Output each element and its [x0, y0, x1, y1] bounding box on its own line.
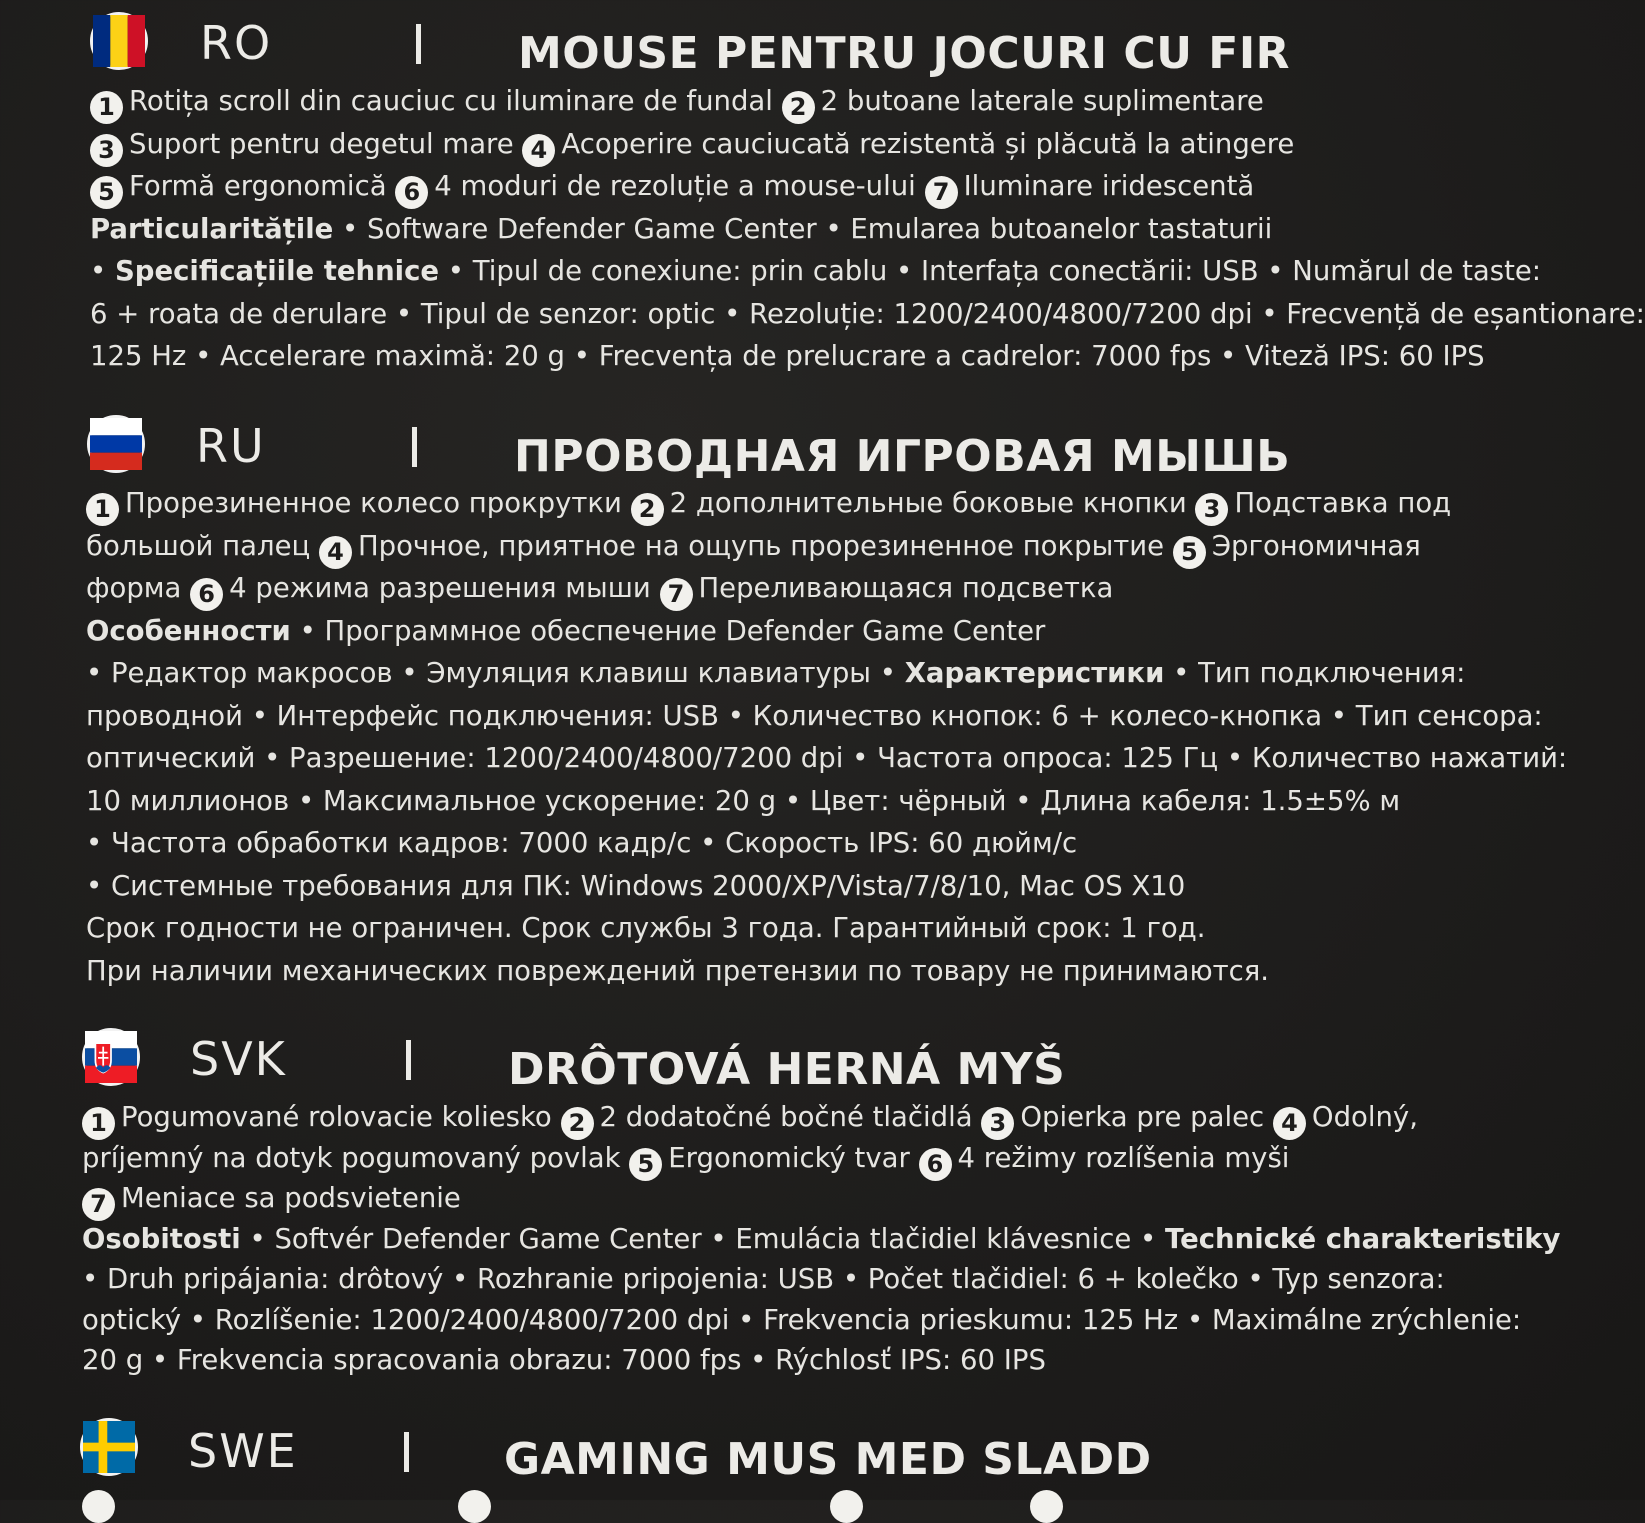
sweden-flag-icon — [80, 1418, 138, 1476]
bold-label: Характеристики — [904, 657, 1165, 689]
romania-flag-graphic — [93, 15, 145, 67]
text-line — [86, 742, 1568, 774]
text-line — [86, 699, 1543, 732]
feature-number-badge: 6 — [190, 578, 223, 611]
russia-flag-graphic — [90, 418, 142, 470]
text-segment: • Tipul de conexiune: prin cablu • Interfața conectării: USB • Numărul de taste: — [439, 255, 1542, 287]
text-line — [90, 340, 1485, 372]
text-segment: Переливающаяся подсветка — [698, 572, 1114, 604]
text-segment: • Частота обработки кадров: 7000 кадр/с • Скорость IPS: 60 дюйм/с — [86, 827, 1078, 859]
text-line — [90, 85, 1264, 124]
text-segment: 10 миллионов • Максимальное ускорение: 20 g • Цвет: чёрный • Длина кабеля: 1.5±5% м — [86, 784, 1401, 817]
flag-stripe-yellow — [110, 15, 127, 67]
text-segment: оптический • Разрешение: 1200/2400/4800/7200 dpi • Частота опроса: 125 Гц • Количество нажатий: — [86, 742, 1568, 774]
header-divider — [416, 24, 421, 64]
text-segment: Прочное, приятное на ощупь прорезиненное покрытие — [357, 529, 1173, 562]
text-line — [86, 954, 1270, 987]
text-segment: • Системные требования для ПК: Windows 2000/XP/Vista/7/8/10, Mac OS X10 — [86, 869, 1186, 902]
text-segment: 2 дополнительные боковые кнопки — [669, 487, 1196, 519]
feature-number-badge: 3 — [1195, 493, 1228, 526]
sweden-flag-graphic — [83, 1421, 135, 1473]
text-segment: • Программное обеспечение Defender Game Center — [290, 614, 1046, 647]
feature-number-badge: 4 — [522, 134, 555, 167]
text-line — [86, 827, 1078, 859]
text-segment: Suport pentru degetul mare — [129, 127, 523, 160]
text-segment: Подставка под — [1234, 487, 1452, 519]
feature-number-badge: 4 — [319, 536, 352, 569]
language-code: RO — [200, 16, 273, 70]
bold-label: Technické charakteristiky — [1164, 1222, 1561, 1255]
text-segment: 125 Hz • Accelerare maximă: 20 g • Frecvența de prelucrare a cadrelor: 7000 fps • Viteză IPS: 60 IPS — [90, 340, 1485, 372]
text-segment: • Softvér Defender Game Center • Emulácia tlačidiel klávesnice • — [240, 1222, 1165, 1255]
feature-number-badge: 7 — [82, 1188, 115, 1221]
text-segment: Formă ergonomică — [129, 170, 396, 202]
text-line — [90, 297, 1645, 330]
text-segment: • Тип подключения: — [1164, 657, 1466, 689]
cut-off-circle — [1030, 1490, 1063, 1523]
header-divider — [412, 427, 417, 467]
flag-stripe-red — [128, 15, 145, 67]
flag-stripe-red — [90, 453, 142, 470]
section-title: ПРОВОДНАЯ ИГРОВАЯ МЫШЬ — [514, 431, 1291, 482]
text-line — [82, 1141, 1290, 1181]
slovakia-flag-graphic — [85, 1031, 137, 1083]
text-line — [82, 1101, 1418, 1140]
text-line — [86, 869, 1186, 902]
text-segment: Эргономичная — [1211, 529, 1421, 562]
feature-number-badge: 4 — [1273, 1107, 1306, 1140]
slovakia-flag-icon — [82, 1028, 140, 1086]
text-segment: 20 g • Frekvencia spracovania obrazu: 7000 fps • Rýchlosť IPS: 60 IPS — [82, 1344, 1046, 1376]
feature-number-badge: 1 — [86, 493, 119, 526]
text-segment: Pogumované rolovacie koliesko — [121, 1101, 561, 1133]
text-segment: Rotița scroll din cauciuc cu iluminare de fundal — [129, 85, 782, 117]
feature-number-badge: 7 — [660, 578, 693, 611]
text-line — [86, 657, 1466, 689]
bold-label: Osobitosti — [82, 1222, 241, 1255]
section-header — [0, 1418, 1500, 1488]
text-segment: большой палец — [86, 529, 319, 562]
section-header — [0, 12, 1500, 82]
feature-number-badge: 5 — [1173, 536, 1206, 569]
feature-number-badge: 5 — [629, 1148, 662, 1181]
text-segment: • Редактор макросов • Эмуляция клавиш клавиатуры • — [86, 657, 905, 689]
text-segment: Opierka pre palec — [1020, 1101, 1273, 1133]
flag-cross-horizontal — [83, 1443, 135, 1452]
text-line — [86, 529, 1421, 569]
text-segment: Acoperire cauciucată rezistentă și plăcută la atingere — [561, 127, 1295, 160]
text-line — [86, 912, 1206, 944]
text-segment: 2 butoane laterale suplimentare — [820, 85, 1264, 117]
bold-label: Particularitățile — [90, 212, 334, 245]
text-line — [86, 784, 1401, 817]
text-segment: Odolný, — [1311, 1101, 1418, 1133]
text-segment: При наличии механических повреждений претензии по товару не принимаются. — [86, 954, 1270, 987]
feature-number-badge: 2 — [631, 493, 664, 526]
text-segment: 4 režimy rozlíšenia myši — [957, 1141, 1290, 1174]
feature-number-badge: 3 — [90, 134, 123, 167]
section-title: MOUSE PENTRU JOCURI CU FIR — [518, 28, 1291, 79]
text-line — [90, 170, 1255, 209]
text-line — [82, 1222, 1561, 1255]
feature-number-badge: 6 — [919, 1148, 952, 1181]
cut-off-circle — [458, 1490, 491, 1523]
text-segment: Прорезиненное колесо прокрутки — [125, 487, 631, 519]
russia-flag-icon — [87, 415, 145, 473]
bold-label: Specificațiile tehnice — [114, 255, 440, 287]
text-line — [82, 1344, 1046, 1376]
text-segment: • Druh pripájania: drôtový • Rozhranie pripojenia: USB • Počet tlačidiel: 6 + kolečko • Typ senzora: — [82, 1263, 1445, 1295]
language-code: SWE — [188, 1424, 298, 1478]
text-segment: • — [90, 255, 115, 287]
feature-number-badge: 3 — [981, 1107, 1014, 1140]
feature-number-badge: 6 — [395, 176, 428, 209]
cut-off-circle — [830, 1490, 863, 1523]
text-segment: 4 moduri de rezoluție a mouse-ului — [434, 170, 925, 202]
feature-number-badge: 1 — [90, 91, 123, 124]
text-line — [90, 212, 1273, 245]
text-segment: Ergonomický tvar — [668, 1141, 919, 1174]
text-segment: Iluminare iridescentă — [963, 170, 1255, 202]
text-line — [82, 1182, 461, 1221]
section-header — [0, 415, 1500, 485]
feature-number-badge: 5 — [90, 176, 123, 209]
cut-off-row — [0, 1490, 1500, 1500]
flag-stripe-blue — [90, 435, 142, 452]
text-segment: 2 dodatočné bočné tlačidlá — [599, 1101, 982, 1133]
feature-number-badge: 2 — [561, 1107, 594, 1140]
header-divider — [404, 1432, 409, 1472]
text-segment: Meniace sa podsvietenie — [121, 1182, 461, 1214]
section-title: DRÔTOVÁ HERNÁ MYŠ — [508, 1044, 1066, 1095]
flag-stripe-red — [85, 1066, 137, 1083]
feature-number-badge: 1 — [82, 1107, 115, 1140]
bold-label: Особенности — [86, 614, 291, 647]
text-segment: Срок годности не ограничен. Срок службы 3 года. Гарантийный срок: 1 год. — [86, 912, 1206, 944]
text-segment: príjemný na dotyk pogumovaný povlak — [82, 1141, 630, 1174]
cut-off-circle — [82, 1490, 115, 1523]
text-line — [86, 572, 1114, 611]
text-line — [82, 1303, 1522, 1336]
flag-stripe-white — [90, 418, 142, 435]
feature-number-badge: 2 — [782, 91, 815, 124]
text-segment: форма — [86, 572, 191, 604]
feature-number-badge: 7 — [925, 176, 958, 209]
section-title: GAMING MUS MED SLADD — [504, 1434, 1152, 1485]
text-segment: optický • Rozlíšenie: 1200/2400/4800/7200 dpi • Frekvencia prieskumu: 125 Hz • Maximálne zrýchlenie: — [82, 1303, 1522, 1336]
text-segment: 4 режима разрешения мыши — [229, 572, 660, 604]
text-line — [86, 487, 1452, 526]
flag-stripe-blue — [93, 15, 110, 67]
romania-flag-icon — [90, 12, 148, 70]
text-line — [90, 255, 1542, 287]
text-line — [86, 614, 1046, 647]
text-segment: проводной • Интерфейс подключения: USB • Количество кнопок: 6 + колесо-кнопка • Тип сенсора: — [86, 699, 1543, 732]
language-code: RU — [196, 419, 266, 473]
language-code: SVK — [190, 1032, 287, 1086]
text-segment: • Software Defender Game Center • Emularea butoanelor tastaturii — [333, 212, 1273, 245]
text-line — [90, 127, 1295, 167]
text-line — [82, 1263, 1445, 1295]
text-segment: 6 + roata de derulare • Tipul de senzor: optic • Rezoluție: 1200/2400/4800/7200 dpi • Frecvență de eșantionare: — [90, 297, 1645, 330]
section-header — [0, 1028, 1500, 1098]
header-divider — [406, 1040, 411, 1080]
